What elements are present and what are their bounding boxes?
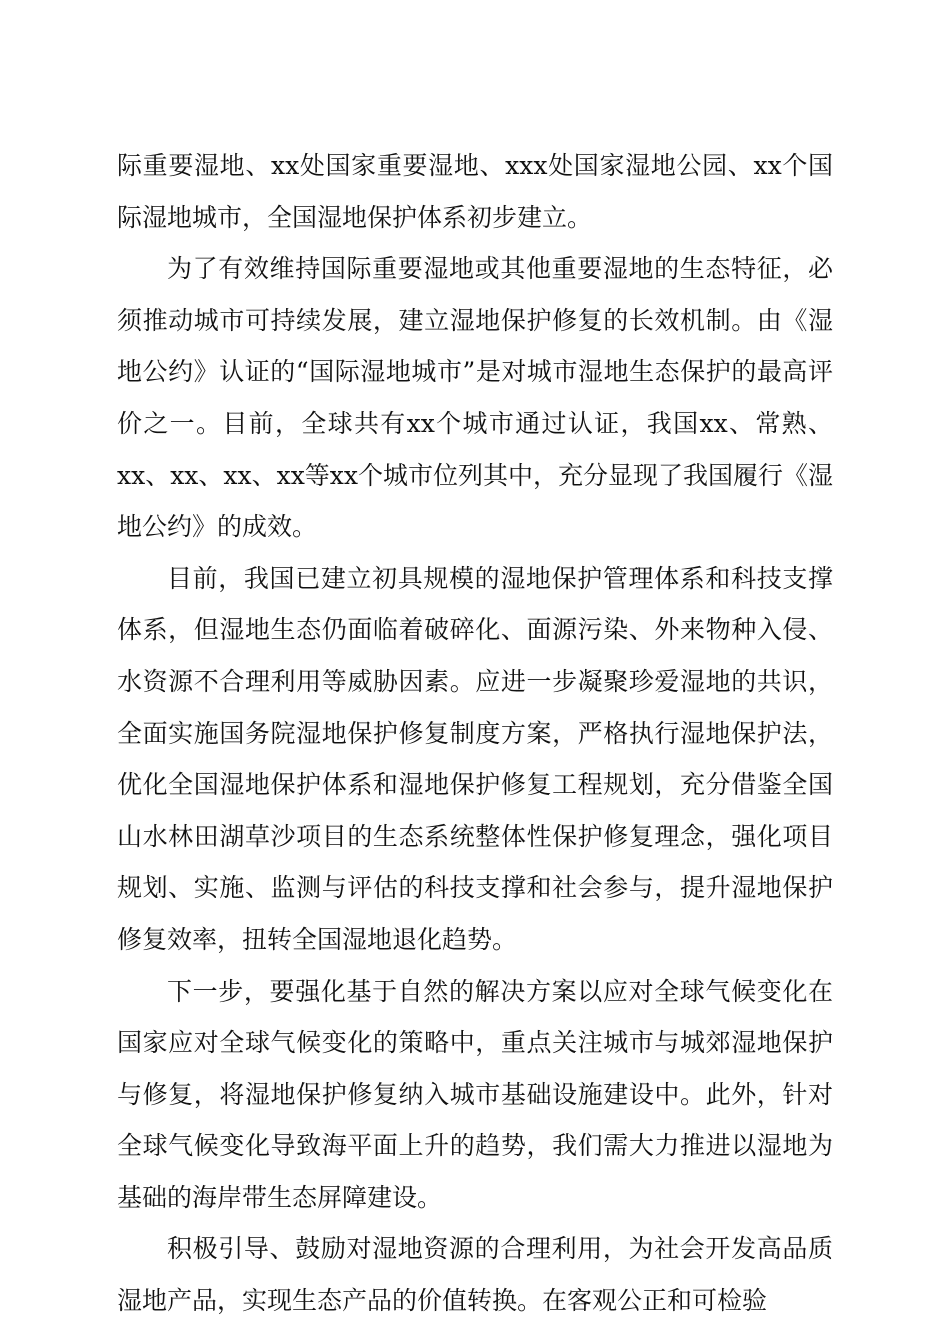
paragraph-protection-system: 目前，我国已建立初具规模的湿地保护管理体系和科技支撑体系，但湿地生态仍面临着破碎化、面源污染、外来物种入侵、水资源不合理利用等威胁因素。应进一步凝聚珍爱湿地的共识，全面实施国务院湿地保护修复制度方案，严格执行湿地保护法，优化全国湿地保护体系和湿地保护修复工程规划，充分借鉴全国山水林田湖草沙项目的生态系统整体性保护修复理念，强化项目规划、实施、监测与评估的科技支撑和社会参与，提升湿地保护修复效率，扭转全国湿地退化趋势。	[117, 563, 833, 954]
paragraph-rational-use: 积极引导、鼓励对湿地资源的合理利用，为社会开发高品质湿地产品，实现生态产品的价值转换。在客观公正和可检验	[117, 1234, 833, 1316]
paragraph-climate-change: 下一步，要强化基于自然的解决方案以应对全球气候变化在国家应对全球气候变化的策略中，重点关注城市与城郊湿地保护与修复，将湿地保护修复纳入城市基础设施建设中。此外，针对全球气候变化导致海平面上升的趋势，我们需大力推进以湿地为基础的海岸带生态屏障建设。	[117, 976, 833, 1212]
paragraph-wetland-city-certification: 为了有效维持国际重要湿地或其他重要湿地的生态特征，必须推动城市可持续发展，建立湿地保护修复的长效机制。由《湿地公约》认证的“国际湿地城市”是对城市湿地生态保护的最高评价之一。目前，全球共有xx个城市通过认证，我国xx、常熟、xx、xx、xx、xx等xx个城市位列其中，充分显现了我国履行《湿地公约》的成效。	[117, 254, 833, 542]
document-body	[117, 140, 833, 1327]
paragraph-continuation: 际重要湿地、xx处国家重要湿地、xxx处国家湿地公园、xx个国际湿地城市，全国湿地保护体系初步建立。	[117, 151, 833, 232]
